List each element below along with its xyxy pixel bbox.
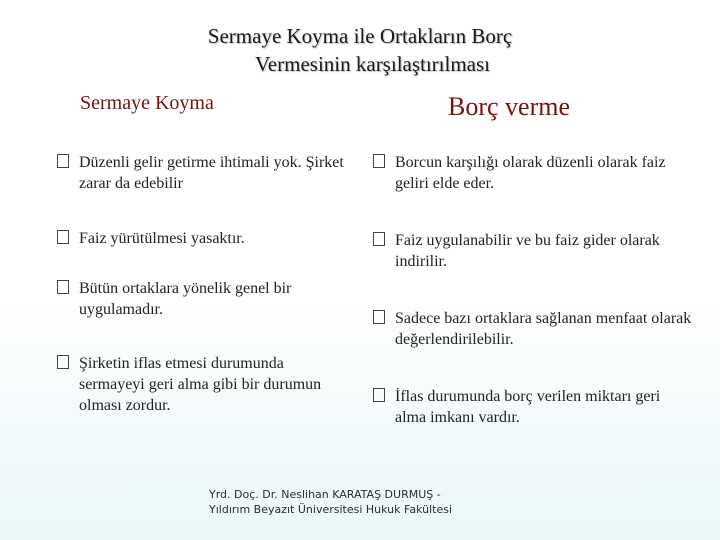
slide-title-line-2: Vermesinin karşılaştırılması (254, 52, 491, 76)
left-bullet-item (57, 228, 347, 249)
bullet-box-icon (373, 232, 385, 246)
bullet-box-icon (373, 388, 385, 402)
right-bullet-text: Sadece bazı ortaklara sağlanan menfaat olarak değerlendirilebilir. (395, 310, 692, 348)
bullet-box-icon (57, 230, 69, 244)
left-bullet-text: Düzenli gelir getirme ihtimali yok. Şirket zarar da edebilir (79, 154, 344, 192)
left-bullet-text: Bütün ortaklara yönelik genel bir uygulamadır. (79, 280, 292, 318)
left-bullet-text: Şirketin iflas etmesi durumunda sermayeyi geri alma gibi bir durumun olması zordur. (79, 355, 322, 414)
bullet-box-icon (57, 355, 69, 369)
right-bullet-item (373, 308, 693, 350)
footer-line-1: Yrd. Doç. Dr. Neslihan KARATAŞ DURMUŞ - (209, 488, 441, 501)
bullet-box-icon (57, 280, 69, 294)
left-bullet-item (57, 152, 347, 194)
footer-credit (209, 487, 452, 517)
left-bullet-item (57, 278, 347, 320)
bullet-box-icon (57, 154, 69, 168)
right-bullet-item (373, 386, 673, 428)
bullet-box-icon (373, 154, 385, 168)
footer-line-2: Yıldırım Beyazıt Üniversitesi Hukuk Fakültesi (209, 503, 452, 516)
right-bullet-text: Borcun karşılığı olarak düzenli olarak faiz geliri elde eder. (395, 154, 666, 192)
left-bullet-item (57, 353, 327, 416)
right-bullet-text: Faiz uygulanabilir ve bu faiz gider olarak indirilir. (395, 232, 660, 270)
right-bullet-item (373, 152, 673, 194)
left-bullet-text: Faiz yürütülmesi yasaktır. (79, 230, 245, 247)
right-bullet-text: İflas durumunda borç verilen miktarı geri alma imkanı vardır. (395, 388, 661, 426)
slide-title-line-1: Sermaye Koyma ile Ortakların Borç (207, 24, 513, 48)
slide-title (0, 22, 720, 78)
right-bullet-item (373, 230, 663, 272)
right-column-heading: Borç verme (448, 92, 571, 121)
left-column-heading: Sermaye Koyma (80, 92, 214, 114)
bullet-box-icon (373, 310, 385, 324)
